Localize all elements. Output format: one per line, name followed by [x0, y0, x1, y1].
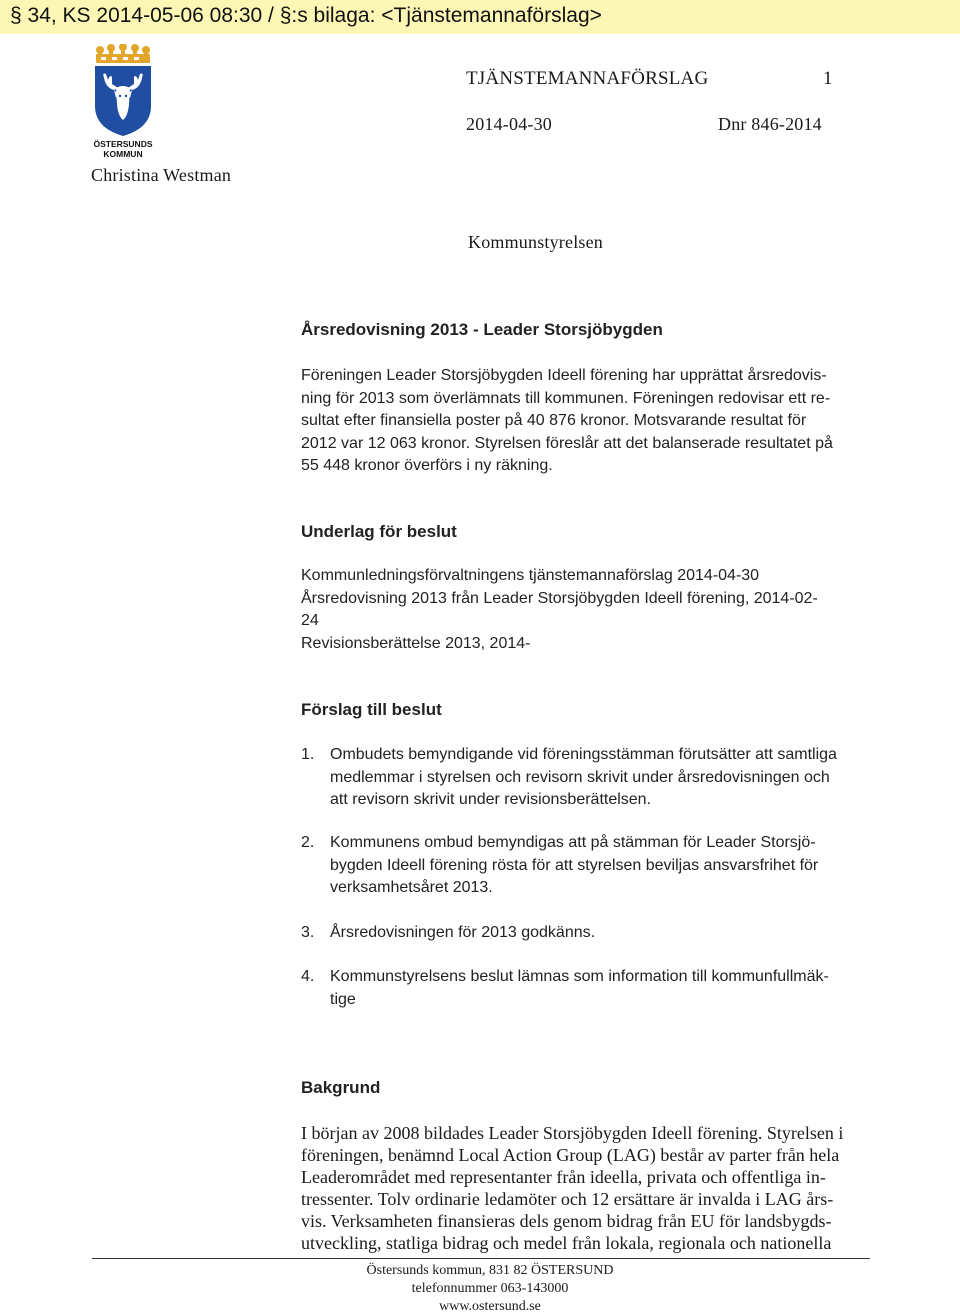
item-line: bygden Ideell förening rösta för att styrelsen beviljas ansvarsfrihet för: [330, 856, 819, 874]
footer-web-link[interactable]: www.ostersund.se: [439, 1299, 541, 1314]
bakgrund-line: I början av 2008 bildades Leader Storsjöbygden Ideell förening. Styrelsen i: [301, 1123, 844, 1143]
item-number: 2.: [301, 834, 315, 851]
bakgrund-heading: Bakgrund: [301, 1078, 381, 1097]
underlag-line: Årsredovisning 2013 från Leader Storsjöbygden Ideell förening, 2014-02-: [301, 589, 818, 607]
summary-line: 2012 var 12 063 kronor. Styrelsen föreslår att det balanserade resultatet på: [301, 434, 833, 452]
ostersund-coat-of-arms-logo: [92, 44, 154, 160]
item-line: att revisorn skrivit under revisionsberättelsen.: [330, 791, 652, 808]
document-date: 2014-04-30: [466, 114, 552, 134]
header-banner: [0, 0, 960, 34]
forslag-heading: Förslag till beslut: [301, 700, 442, 719]
bakgrund-line: Leaderområdet med representanter från ideella, privata och offentliga in-: [301, 1167, 826, 1187]
document-dnr: Dnr 846-2014: [718, 114, 822, 134]
summary-line: 55 448 kronor överförs i ny räkning.: [301, 457, 553, 474]
underlag-list: [301, 565, 891, 655]
banner-text: § 34, KS 2014-05-06 08:30 / §:s bilaga: <Tjänstemannaförslag>: [10, 4, 602, 27]
item-line: verksamhetsåret 2013.: [330, 879, 493, 896]
item-number: 1.: [301, 746, 315, 763]
footer-phone: telefonnummer 063-143000: [411, 1281, 569, 1296]
summary-line: Föreningen Leader Storsjöbygden Ideell förening har upprättat årsredovis-: [301, 367, 827, 384]
bakgrund-paragraph: [301, 1122, 891, 1254]
item-line: Ombudets bemyndigande vid föreningsstämman förutsätter att samtliga: [330, 746, 837, 763]
item-number: 4.: [301, 968, 315, 985]
logo-line1: ÖSTERSUNDS: [93, 139, 153, 149]
item-line: Årsredovisningen för 2013 godkänns.: [330, 924, 596, 941]
item-number: 3.: [301, 924, 315, 941]
underlag-line: 24: [301, 612, 319, 629]
summary-line: sultat efter finansiella poster på 40 876 kronor. Motsvarande resultat för: [301, 412, 807, 429]
document-type-label: TJÄNSTEMANNAFÖRSLAG: [466, 68, 709, 89]
recipient: Kommunstyrelsen: [468, 232, 603, 252]
bakgrund-line: utveckling, statliga bidrag och medel från lokala, regionala och nationella: [301, 1233, 832, 1253]
logo-line2: KOMMUN: [103, 149, 143, 159]
item-line: tige: [330, 990, 356, 1008]
item-line: medlemmar i styrelsen och revisorn skrivit under årsredovisningen och: [330, 768, 830, 786]
author-name: Christina Westman: [91, 165, 232, 185]
underlag-heading: Underlag för beslut: [301, 522, 457, 541]
document-title: Årsredovisning 2013 - Leader Storsjöbygden: [301, 320, 663, 339]
summary-line: ning för 2013 som överlämnats till kommunen. Föreningen redovisar ett re-: [301, 389, 831, 407]
bakgrund-line: tressenter. Tolv ordinarie ledamöter och 12 ersättare är invalda i LAG års-: [301, 1189, 834, 1209]
bakgrund-line: föreningen, benämnd Local Action Group (LAG) består av parter från hela: [301, 1145, 840, 1165]
summary-paragraph: [301, 365, 891, 478]
footer-address: Östersunds kommun, 831 82 ÖSTERSUND: [366, 1263, 614, 1278]
underlag-line: Kommunledningsförvaltningens tjänstemannaförslag 2014-04-30: [301, 567, 760, 584]
bakgrund-line: vis. Verksamheten finansieras dels genom bidrag från EU för landsbygds-: [301, 1211, 832, 1231]
logo-wordmark: [93, 139, 152, 159]
item-line: Kommunens ombud bemyndigas att på stämman för Leader Storsjö-: [330, 834, 816, 851]
item-line: Kommunstyrelsens beslut lämnas som information till kommunfullmäk-: [330, 968, 829, 985]
page-footer: [300, 1262, 680, 1316]
footer-divider: [92, 1258, 870, 1259]
page-number: 1: [823, 68, 833, 89]
underlag-line: Revisionsberättelse 2013, 2014-: [301, 634, 531, 652]
